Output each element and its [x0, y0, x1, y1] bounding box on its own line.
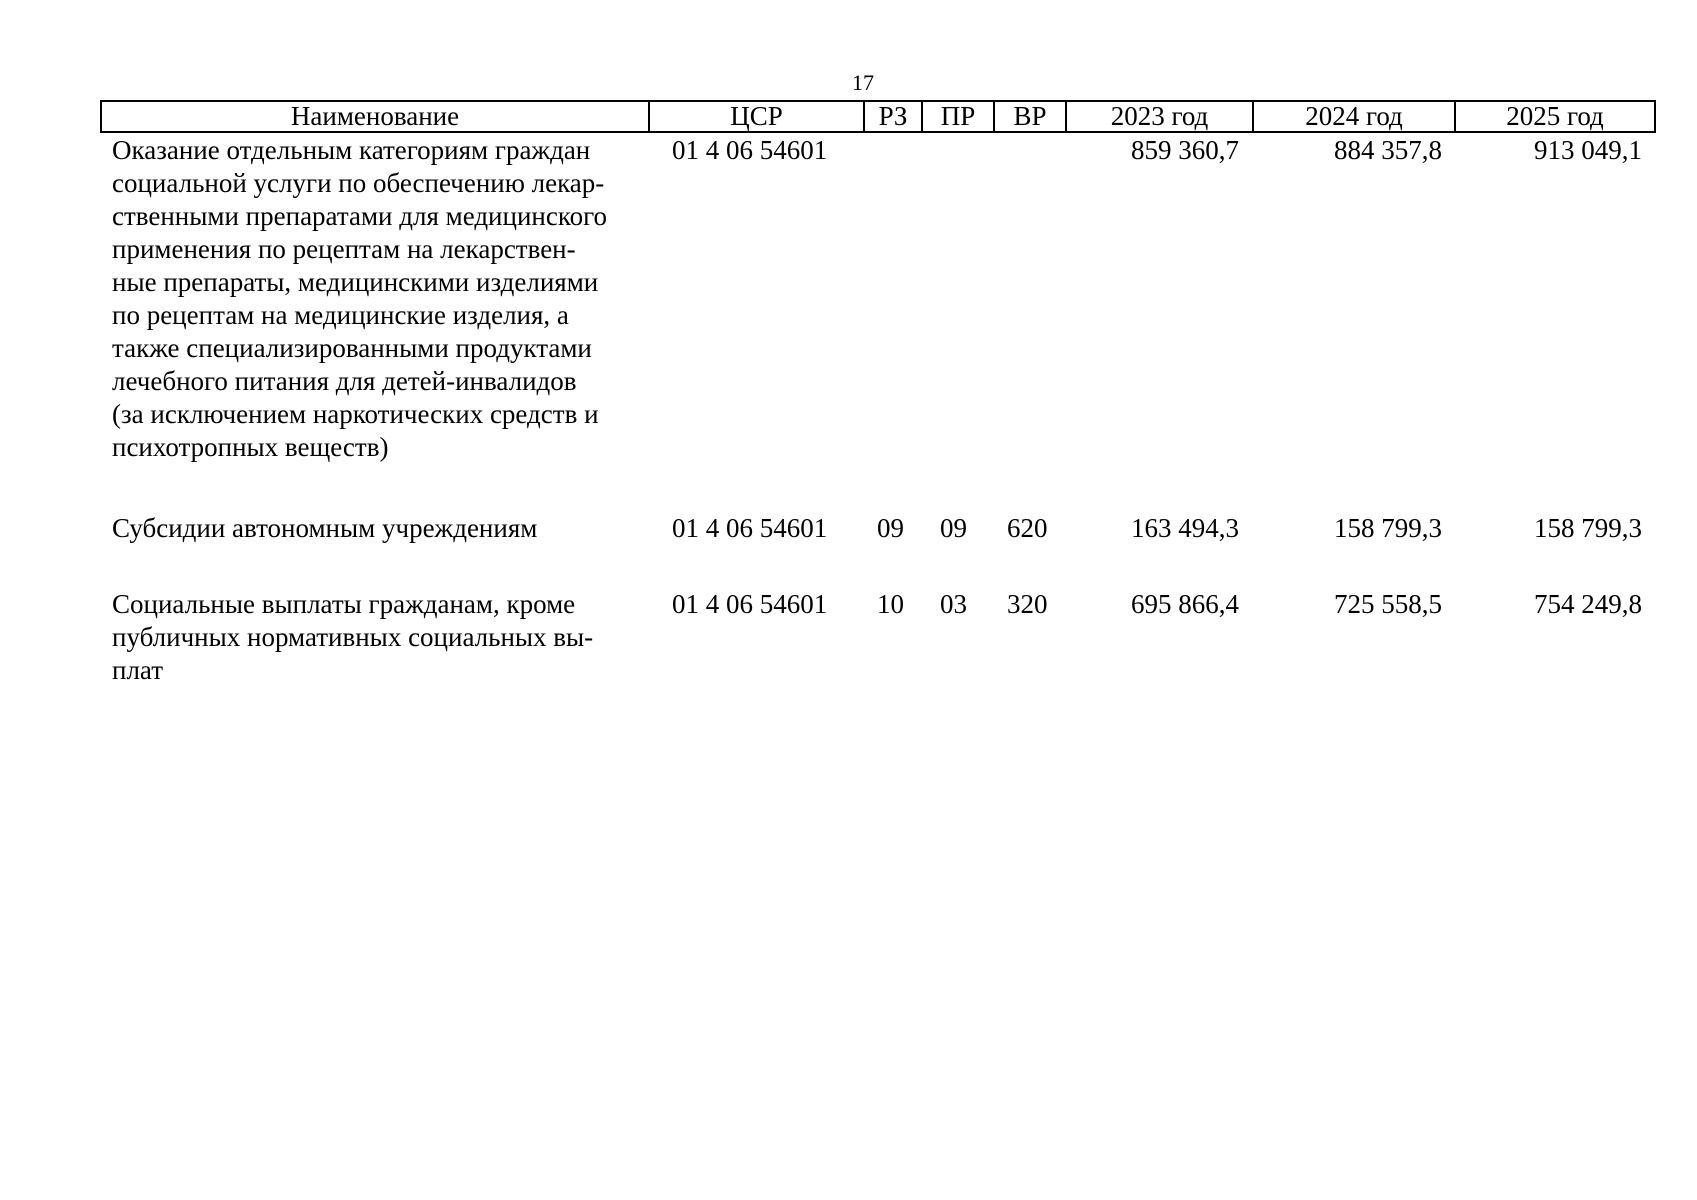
row-amount-2024: 725 558,5 [1334, 589, 1442, 619]
column-header-rz: РЗ [864, 101, 922, 132]
row-vr: 320 [1007, 589, 1048, 619]
row-amount-2023: 695 866,4 [1131, 589, 1239, 619]
row-vr: 620 [1007, 513, 1048, 543]
budget-table-header [100, 100, 1656, 133]
row-pr [921, 134, 993, 512]
column-header-pr: ПР [922, 101, 994, 132]
row-csr: 01 4 06 54601 [672, 135, 828, 165]
column-header-2024: 2024 год [1253, 101, 1455, 132]
column-header-csr: ЦСР [649, 101, 864, 132]
row-name: Социальные выплаты гражданам, кроме публичных нормативных социальных вы- плат [112, 589, 594, 685]
row-amount-2025: 158 799,3 [1534, 513, 1642, 543]
column-header-2023: 2023 год [1066, 101, 1253, 132]
row-rz: 09 [877, 513, 904, 543]
table-row [100, 588, 1654, 687]
row-pr: 09 [940, 513, 967, 543]
row-amount-2023: 163 494,3 [1131, 513, 1239, 543]
table-row [100, 134, 1654, 512]
table-header-row [101, 101, 1655, 132]
row-amount-2025: 913 049,1 [1534, 135, 1642, 165]
column-header-2025: 2025 год [1455, 101, 1655, 132]
row-vr [993, 134, 1065, 512]
row-csr: 01 4 06 54601 [672, 589, 828, 619]
column-header-name: Наименование [101, 101, 649, 132]
row-name: Субсидии автономным учреждениям [112, 513, 538, 543]
row-rz [863, 134, 921, 512]
budget-table-body [100, 134, 1654, 687]
row-name: Оказание отдельным категориям граждан социальной услуги по обеспечению лекар- ственными препаратами для медицинского применения по рецептам на лекарствен- ные препараты, медицинскими изделиями по рецептам на медицинские изделия, а также специализированными продуктами лечебного питания для детей-инвалидов (за исключением наркотических средств и психотропных веществ) [112, 135, 607, 462]
column-header-vr: ВР [994, 101, 1066, 132]
row-rz: 10 [877, 589, 904, 619]
row-pr: 03 [940, 589, 967, 619]
row-amount-2024: 884 357,8 [1334, 135, 1442, 165]
row-amount-2024: 158 799,3 [1334, 513, 1442, 543]
page-number: 17 [852, 70, 874, 95]
row-csr: 01 4 06 54601 [672, 513, 828, 543]
table-row [100, 512, 1654, 588]
row-amount-2025: 754 249,8 [1534, 589, 1642, 619]
row-amount-2023: 859 360,7 [1131, 135, 1239, 165]
